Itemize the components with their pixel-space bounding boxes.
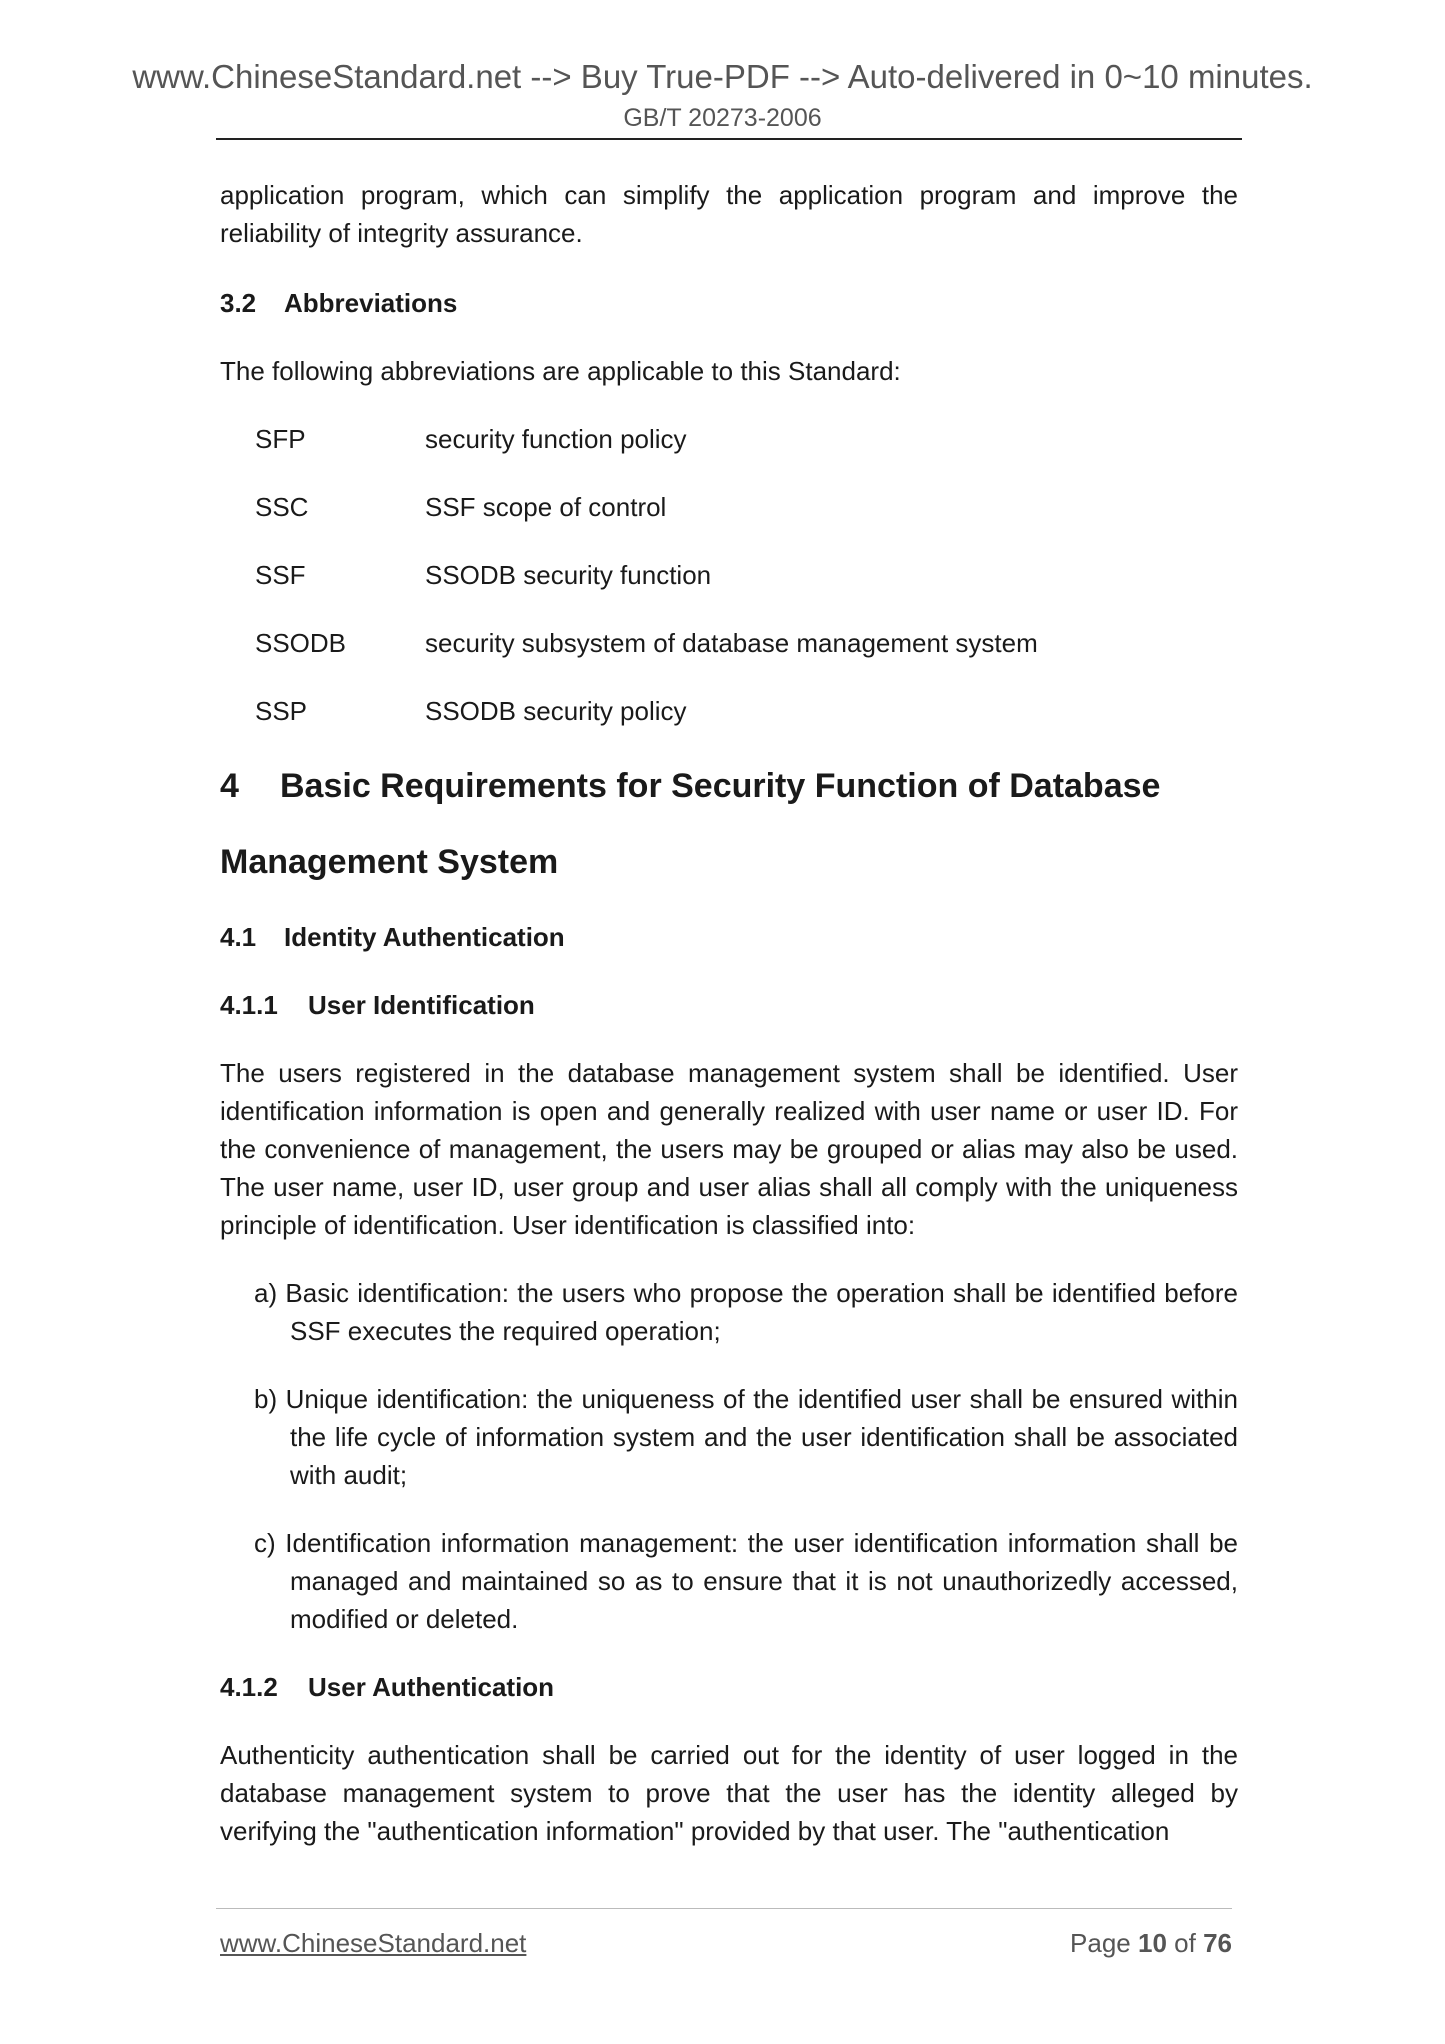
abbreviation-term: SSF <box>255 560 306 590</box>
page-number <box>1060 1928 1232 1959</box>
page-current: 10 <box>1138 1928 1167 1958</box>
abbreviation-definition: security function policy <box>425 424 687 454</box>
page-content <box>220 176 1238 1850</box>
abbreviation-term: SSP <box>255 696 308 726</box>
section-4-heading <box>220 748 1238 824</box>
section-3-2-heading <box>220 284 1238 322</box>
footer-website-link[interactable]: www.ChineseStandard.net <box>220 1928 527 1958</box>
abbreviation-definition: SSF scope of control <box>425 492 667 522</box>
section-4-1-heading <box>220 918 1238 956</box>
section-number: 4.1.2 <box>220 1672 278 1702</box>
list-item: c) Identification information management: the user identification information shall be managed and maintained so as to ensure that it is not unauthorizedly accessed, modified or deleted. <box>254 1528 1238 1634</box>
page-total: 76 <box>1203 1928 1232 1958</box>
section-title: Identity Authentication <box>284 922 565 952</box>
list-item: a) Basic identification: the users who propose the operation shall be identified before SSF executes the required operation; <box>254 1278 1238 1346</box>
abbreviation-term: SSC <box>255 492 309 522</box>
abbreviation-definition: SSODB security policy <box>425 696 687 726</box>
section-4-heading-cont <box>220 824 1238 900</box>
abbreviation-list <box>220 420 1238 730</box>
section-number: 4.1.1 <box>220 990 278 1020</box>
abbreviations-intro: The following abbreviations are applicable to this Standard: <box>220 356 901 386</box>
page-of: of <box>1174 1928 1196 1958</box>
header-banner[interactable]: www.ChineseStandard.net --> Buy True-PDF --> Auto-delivered in 0~10 minutes. <box>132 58 1313 95</box>
abbreviation-row <box>255 624 1238 662</box>
section-title-line1: Basic Requirements for Security Function of Database <box>280 767 1161 805</box>
user-authentication-paragraph: Authenticity authentication shall be carried out for the identity of user logged in the database management system to prove that the user has the identity alleged by verifying the "authentication information" provided by that user. The "authentication <box>220 1740 1238 1846</box>
standard-code: GB/T 20273-2006 <box>623 104 822 132</box>
abbreviation-row <box>255 488 1238 526</box>
header-divider <box>216 138 1242 140</box>
section-number: 4 <box>220 767 239 805</box>
section-number: 4.1 <box>220 922 257 952</box>
intro-paragraph: application program, which can simplify the application program and improve the reliability of integrity assurance. <box>220 180 1238 248</box>
footer-divider <box>216 1908 1232 1909</box>
abbreviation-term: SFP <box>255 424 306 454</box>
abbreviation-definition: security subsystem of database management system <box>425 628 1038 658</box>
abbreviation-term: SSODB <box>255 628 347 658</box>
page-prefix: Page <box>1070 1928 1131 1958</box>
section-title: Abbreviations <box>284 288 458 318</box>
section-title: User Identification <box>308 990 535 1020</box>
section-title-line2: Management System <box>220 843 559 881</box>
user-identification-paragraph: The users registered in the database management system shall be identified. User identification information is open and generally realized with user name or user ID. For the convenience of management, the users may be grouped or alias may also be used. The user name, user ID, user group and user alias shall all comply with the uniqueness principle of identification. User identification is classified into: <box>220 1058 1238 1240</box>
identification-list <box>220 1274 1238 1638</box>
section-4-1-2-heading <box>220 1668 1238 1706</box>
section-4-1-1-heading <box>220 986 1238 1024</box>
abbreviation-row <box>255 556 1238 594</box>
section-title: User Authentication <box>308 1672 555 1702</box>
abbreviation-row <box>255 420 1238 458</box>
abbreviation-row <box>255 692 1238 730</box>
section-number: 3.2 <box>220 288 257 318</box>
abbreviation-definition: SSODB security function <box>425 560 712 590</box>
list-item: b) Unique identification: the uniqueness of the identified user shall be ensured within the life cycle of information system and the user identification shall be associated with audit; <box>254 1384 1238 1490</box>
